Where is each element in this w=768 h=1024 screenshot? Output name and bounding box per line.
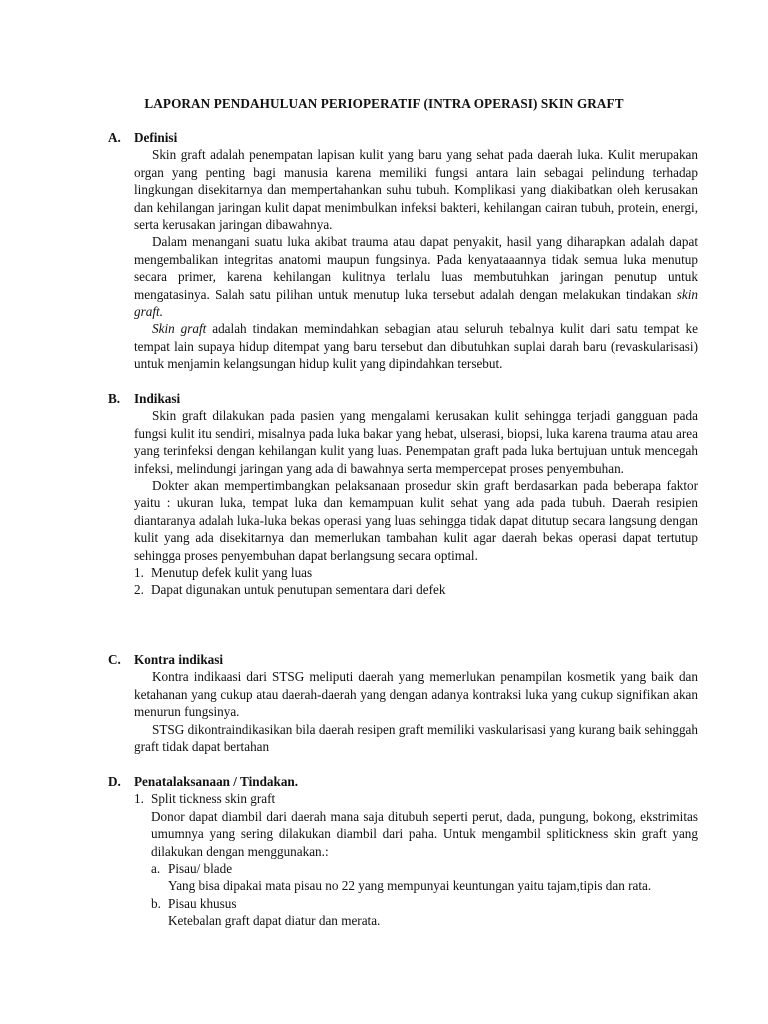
paragraph-italic: Skin graft <box>152 321 207 337</box>
section-label: B. <box>108 391 121 406</box>
list-text: Pisau/ blade <box>168 861 233 877</box>
paragraph: Dokter akan mempertimbangkan pelaksanaan prosedur skin graft berdasarkan pada beberapa faktor yaitu : ukuran luka, tempat luka dan kemampuan kulit sehat yang ada pada tubuh. Daerah resipien diantaranya adalah luka-luka bekas operasi yang luas sehingga tidak dapat ditutup secara langsung dengan kulit yang ada disekitarnya dan memerlukan tambahan kulit agar daerah bekas operasi dapat tertutup sehingga proses penyembuhan dapat berlangsung secara optimal. <box>134 478 698 563</box>
list-text: Menutup defek kulit yang luas <box>151 565 313 581</box>
list-number: 2. <box>134 582 144 598</box>
paragraph <box>134 320 698 372</box>
list-letter: a. <box>151 861 161 877</box>
paragraph: Ketebalan graft dapat diatur dan merata. <box>168 913 381 929</box>
section-title: Definisi <box>134 130 178 145</box>
list-number: 1. <box>134 791 144 807</box>
paragraph: Yang bisa dipakai mata pisau no 22 yang mempunyai keuntungan yaitu tajam,tipis dan rata. <box>168 878 652 894</box>
list-number: 1. <box>134 565 144 581</box>
list-letter: b. <box>151 895 161 911</box>
list-text: Split tickness skin graft <box>151 791 276 807</box>
document-title: LAPORAN PENDAHULUAN PERIOPERATIF (INTRA OPERASI) SKIN GRAFT <box>144 96 624 111</box>
paragraph-text: Dalam menangani suatu luka akibat trauma atau dapat penyakit, hasil yang diharapkan adalah dapat mengembalikan integritas anatomi maupun fungsinya. Pada kenyataaannya tidak semua luka menutup secara primer, karena kehilangan kulitnya terlalu luas membutuhkan jaringan penutup untuk mengatasinya. Salah satu pilihan untuk menutup luka tersebut adalah dengan melakukan tindakan <box>134 234 698 302</box>
list-item <box>134 564 698 581</box>
section-label: A. <box>108 130 121 145</box>
paragraph <box>134 233 698 320</box>
section-heading <box>108 129 698 146</box>
list-text: Dapat digunakan untuk penutupan sementara dari defek <box>151 582 446 598</box>
section-label: D. <box>108 774 121 789</box>
section-kontra-indikasi <box>108 651 698 755</box>
sub-list-item <box>151 895 698 912</box>
section-label: C. <box>108 652 121 667</box>
paragraph-italic: skin graft. <box>134 286 698 320</box>
section-heading <box>108 651 698 668</box>
section-definisi <box>108 129 698 373</box>
section-title: Penatalaksanaan / Tindakan. <box>134 774 299 789</box>
list-text: Pisau khusus <box>168 895 237 911</box>
paragraph: Kontra indikaasi dari STSG meliputi daerah yang memerlukan penampilan kosmetik yang baik dan ketahanan yang cukup atau daerah-daerah yang dengan adanya kontraksi luka yang cukup signifikan akan menurun fungsinya. <box>134 669 698 720</box>
list-item <box>134 581 698 598</box>
section-title: Indikasi <box>134 391 181 406</box>
list-item <box>134 790 698 807</box>
paragraph: Donor dapat diambil dari daerah mana saja ditubuh seperti perut, dada, pungung, bokong, ekstrimitas umumnya yang sering dilakukan diambil dari paha. Untuk mengambil splitickness skin graft yang dilakukan dengan menggunakan.: <box>151 808 698 859</box>
section-penatalaksanaan <box>108 773 698 930</box>
paragraph: Skin graft adalah penempatan lapisan kulit yang baru yang sehat pada daerah luka. Kulit merupakan organ yang penting bagi manusia karena memiliki fungsi antara lain sebagai pelindung terhadap lingkungan disekitarnya dan mempertahankan suhu tubuh. Komplikasi yang diakibatkan oleh kerusakan dan kehilangan jaringan kulit dapat menimbulkan infeksi bakteri, kehilangan cairan tubuh, protein, energi, serta kerusakan jaringan dibawahnya. <box>134 147 698 233</box>
sub-list-item <box>151 860 698 877</box>
section-indikasi <box>108 390 698 599</box>
paragraph: Skin graft dilakukan pada pasien yang mengalami kerusakan kulit sehingga terjadi gangguan pada fungsi kulit itu sendiri, misalnya pada luka bakar yang hebat, ulserasi, biopsi, luka karena trauma atau area yang terinfeksi dengan kehilangan kulit yang luas. Penempatan graft pada luka bertujuan untuk mencegah infeksi, melindungi jaringan yang ada di bawahnya serta mempercepat proses penyembuhan. <box>134 408 698 476</box>
paragraph: STSG dikontraindikasikan bila daerah resipen graft memiliki vaskularisasi yang kurang baik sehinggah graft tidak dapat bertahan <box>134 721 698 755</box>
section-heading <box>108 390 698 407</box>
section-heading <box>108 773 698 790</box>
section-title: Kontra indikasi <box>134 652 224 667</box>
paragraph-text: adalah tindakan memindahkan sebagian atau seluruh tebalnya kulit dari satu tempat ke tempat lain supaya hidup ditempat yang baru tersebut dan dibutuhkan suplai darah baru (revaskularisasi) untuk menjamin kelangsungan hidup kulit yang dipindahkan tersebut. <box>134 321 698 372</box>
